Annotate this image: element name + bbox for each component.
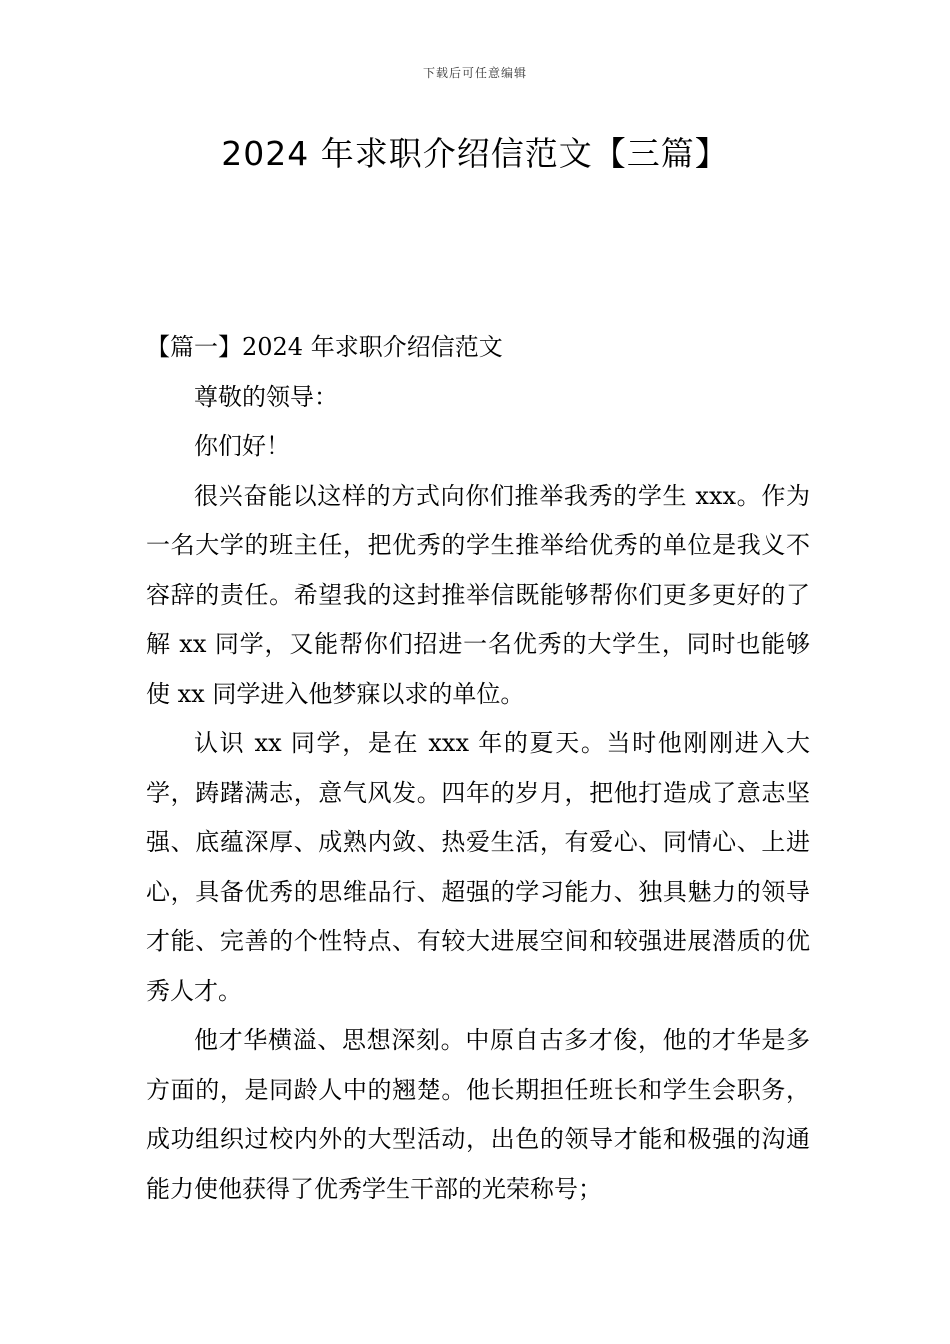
section-title: 【篇一】2024 年求职介绍信范文 <box>146 333 503 361</box>
document-title: 2024 年求职介绍信范文【三篇】 <box>221 134 729 173</box>
greeting: 你们好！ <box>194 432 290 460</box>
body-paragraph: 认识 xx 同学，是在 xxx 年的夏天。当时他刚刚进入大学，踌躇满志，意气风发。四年的岁月，把他打造成了意志坚强、底蕴深厚、成熟内敛、热爱生活，有爱心、同情心、上进心，具备优秀的思维品行、超强的学习能力、独具魅力的领导才能、完善的个性特点、有较大进展空间和较强进展潜质的优秀人才。 <box>146 729 810 1005</box>
body-paragraph: 很兴奋能以这样的方式向你们推举我秀的学生 xxx。作为一名大学的班主任，把优秀的学生推举给优秀的单位是我义不容辞的责任。希望我的这封推举信既能够帮你们更多更好的了解 xx 同学，又能帮你们招进一名优秀的大学生，同时也能够使 xx 同学进入他梦寐以求的单位。 <box>146 481 810 708</box>
body-paragraph: 他才华横溢、思想深刻。中原自古多才俊，他的才华是多方面的，是同龄人中的翘楚。他长期担任班长和学生会职务，成功组织过校内外的大型活动，出色的领导才能和极强的沟通能力使他获得了优秀学生干部的光荣称号； <box>146 1026 810 1203</box>
salutation: 尊敬的领导： <box>194 382 338 411</box>
document-body <box>146 323 810 1214</box>
header-note: 下载后可任意编辑 <box>422 66 527 80</box>
